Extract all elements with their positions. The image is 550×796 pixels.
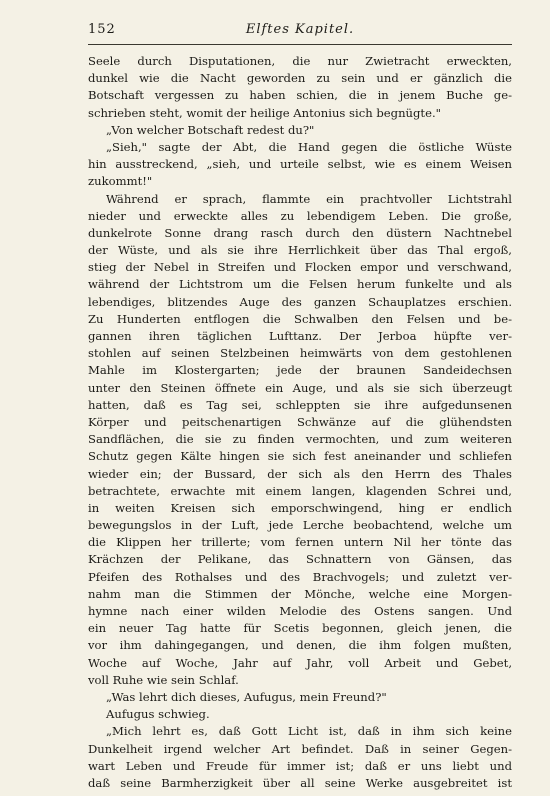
text-line: während der Lichtstrom um die Felsen herum funkelte und als xyxy=(88,277,512,292)
running-head: Elftes Kapitel. xyxy=(245,22,355,37)
text-line: hin ausstreckend, „sieh, und urteile selbst, wie es einem Weisen xyxy=(88,157,512,172)
text-line: „Sieh," sagte der Abt, die Hand gegen die östliche Wüste xyxy=(106,139,512,154)
header-rule xyxy=(88,44,512,45)
text-line: Woche auf Woche, Jahr auf Jahr, voll Arbeit und Gebet, xyxy=(88,655,512,670)
text-line: Dunkelheit irgend welcher Art befindet. Daß in seiner Gegen- xyxy=(88,741,512,756)
text-line: lebendiges, blitzendes Auge des ganzen Schauplatzes erschien. xyxy=(88,294,512,309)
text-line: nieder und erweckte alles zu lebendigem Leben. Die große, xyxy=(88,208,512,223)
text-line: der Wüste, und als sie ihre Herrlichkeit über das Thal ergoß, xyxy=(88,243,512,258)
text-line: wieder ein; der Bussard, der sich als den Herrn des Thales xyxy=(88,466,512,481)
text-line: „Was lehrt dich dieses, Aufugus, mein Freund?" xyxy=(106,689,387,704)
text-line: nahm man die Stimmen der Mönche, welche eine Morgen- xyxy=(88,586,512,601)
text-line: daß seine Barmherzigkeit über all seine Werke ausgebreitet ist xyxy=(88,775,512,790)
text-line: stohlen auf seinen Stelzbeinen heimwärts von dem gestohlenen xyxy=(88,346,512,361)
text-line: „Mich lehrt es, daß Gott Licht ist, daß in ihm sich keine xyxy=(106,724,512,739)
text-line: Während er sprach, flammte ein prachtvoller Lichtstrahl xyxy=(106,191,512,206)
text-line: betrachtete, erwachte mit einem langen, klagenden Schrei und, xyxy=(88,483,512,498)
text-line: Sandflächen, die sie zu finden vermochten, und zum weiteren xyxy=(88,432,512,447)
text-line: voll Ruhe wie sein Schlaf. xyxy=(88,672,239,687)
text-line: wart Leben und Freude für immer ist; daß er uns liebt und xyxy=(88,758,512,773)
page-number: 152 xyxy=(88,22,116,37)
text-line: zukommt!" xyxy=(88,174,153,189)
body-text xyxy=(88,53,512,792)
text-line: stieg der Nebel in Streifen und Flocken empor und verschwand, xyxy=(88,260,512,275)
text-line: vor ihm dahingegangen, und denen, die ihm folgen mußten, xyxy=(88,638,512,653)
text-line: „Von welcher Botschaft redest du?" xyxy=(106,122,315,137)
text-line: bewegungslos in der Luft, jede Lerche beobachtend, welche um xyxy=(88,518,512,533)
text-line: die Klippen her trillerte; vom fernen untern Nil her tönte das xyxy=(88,535,512,550)
text-line: ein neuer Tag hatte für Scetis begonnen, gleich jenen, die xyxy=(88,621,512,636)
text-line: Zu Hunderten entflogen die Schwalben den Felsen und be- xyxy=(88,311,512,326)
text-line: Pfeifen des Rothalses und des Brachvogels; und zuletzt ver- xyxy=(88,569,512,584)
text-line: dunkelrote Sonne drang rasch durch den düstern Nachtnebel xyxy=(88,225,512,240)
text-line: hymne nach einer wilden Melodie des Ostens sangen. Und xyxy=(88,604,512,618)
text-line: unter den Steinen öffnete ein Auge, und als sie sich überzeugt xyxy=(88,380,512,395)
text-line: Krächzen der Pelikane, das Schnattern von Gänsen, das xyxy=(88,552,512,567)
page-header xyxy=(88,22,512,40)
text-line: Körper und peitschenartigen Schwänze auf die glühendsten xyxy=(88,414,512,429)
text-line: Aufugus schwieg. xyxy=(106,707,210,722)
text-line: gannen ihren täglichen Lufttanz. Der Jerboa hüpfte ver- xyxy=(88,329,512,343)
text-line: dunkel wie die Nacht geworden zu sein und er gänzlich die xyxy=(88,71,512,86)
text-line: Seele durch Disputationen, die nur Zwietracht erweckten, xyxy=(88,54,512,68)
text-line: Botschaft vergessen zu haben schien, die in jenem Buche ge- xyxy=(88,88,512,103)
text-line: schrieben steht, womit der heilige Antonius sich begnügte." xyxy=(88,105,441,120)
text-line: Schutz gegen Kälte hingen sie sich fest aneinander und schliefen xyxy=(88,449,512,464)
text-line: Mahle im Klostergarten; jede der braunen Sandeidechsen xyxy=(88,363,512,378)
text-line: hatten, daß es Tag sei, schleppten sie ihre aufgedunsenen xyxy=(88,397,512,412)
text-line: in weiten Kreisen sich emporschwingend, hing er endlich xyxy=(88,500,512,515)
